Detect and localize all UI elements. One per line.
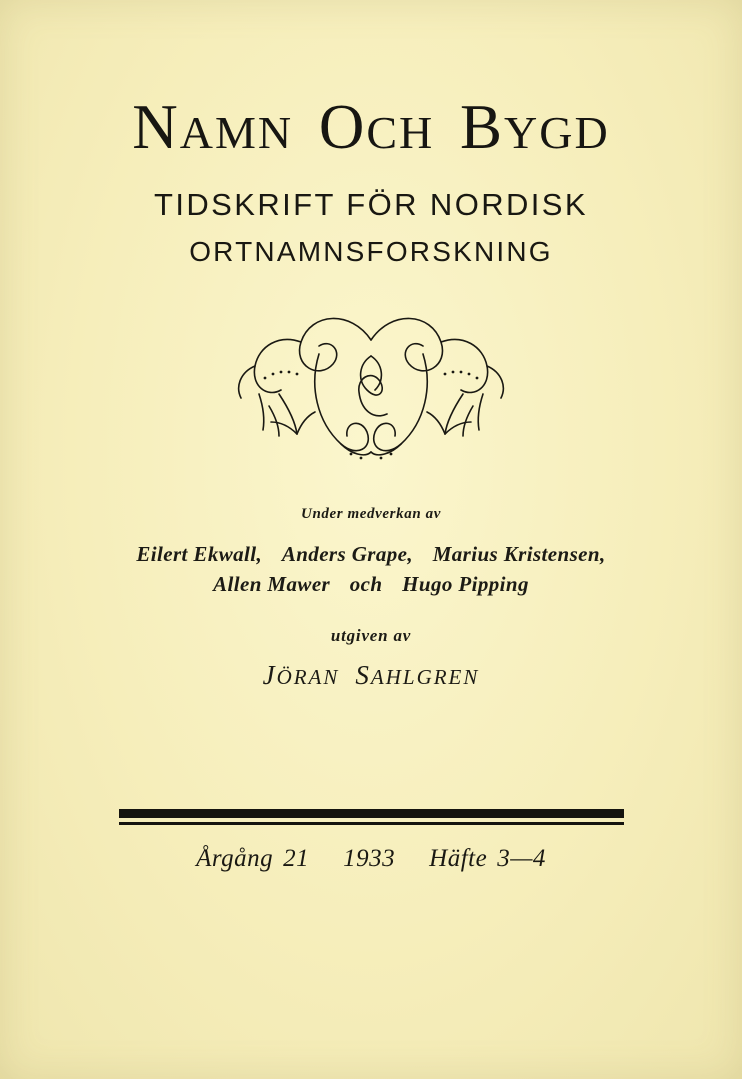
calligraphic-flourish-icon	[201, 294, 541, 472]
subtitle-line-1: TIDSKRIFT FÖR NORDISK	[154, 187, 588, 222]
subtitle-line-2: ORTNAMNSFORSKNING	[189, 236, 553, 267]
divider-rules	[119, 809, 624, 825]
title-word-och: OCH	[318, 92, 435, 162]
chief-editor-name: JÖRAN SAHLGREN	[262, 659, 480, 690]
under-medverkan-label: Under medverkan av	[301, 506, 441, 522]
credits-block	[129, 506, 612, 691]
editor-name: Hugo Pipping	[402, 572, 529, 597]
page-title	[128, 92, 613, 162]
volume-number: 21	[283, 844, 310, 872]
title-word-bygd: BYGD	[460, 92, 610, 162]
editors-list	[129, 539, 612, 600]
editors-line-1	[129, 539, 612, 569]
utgiven-av-label: utgiven av	[330, 625, 412, 645]
issue-line	[196, 845, 546, 873]
title-word-namn: NAMN	[132, 92, 294, 162]
issue-number: 3—4	[497, 844, 546, 872]
editor-name: Allen Mawer	[213, 572, 331, 597]
editor-name: Marius Kristensen,	[432, 542, 606, 566]
conjunction: och	[349, 572, 383, 597]
editors-line-2	[129, 569, 612, 599]
divider-thick	[119, 809, 624, 818]
editor-name: Anders Grape,	[281, 542, 414, 566]
editor-name: Eilert Ekwall,	[136, 542, 263, 566]
volume-label: Årgång	[196, 844, 274, 872]
year: 1933	[343, 844, 396, 872]
divider-thin	[119, 822, 624, 825]
issue-label: Häfte	[429, 844, 488, 872]
